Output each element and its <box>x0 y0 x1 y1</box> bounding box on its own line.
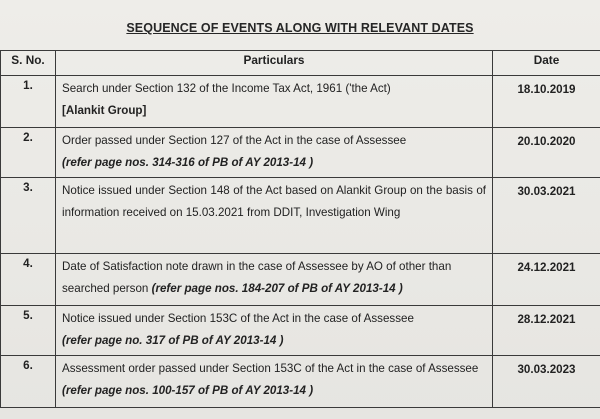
row-sno: 6. <box>1 356 56 408</box>
row-date-value: 24.12.2021 <box>517 261 576 274</box>
row-reference: (refer page no. 317 of PB of AY 2013-14 ) <box>62 334 284 347</box>
row-date <box>493 128 600 178</box>
row-particulars <box>56 254 493 306</box>
row-text: Order passed under Section 127 of the Act in the case of Assessee <box>62 134 407 147</box>
row-date-value: 30.03.2021 <box>517 185 576 198</box>
row-date-value: 20.10.2020 <box>517 135 576 148</box>
row-sno: 3. <box>1 178 56 254</box>
row-sno: 1. <box>1 76 56 128</box>
row-reference: (refer page nos. 314-316 of PB of AY 2013-14 ) <box>62 156 314 169</box>
row-date-value: 18.10.2019 <box>517 83 576 96</box>
document-heading <box>0 21 600 35</box>
row-date <box>493 356 600 408</box>
row-text: Date of Satisfaction note drawn in the case of Assessee by AO of other than searched person <box>62 260 452 295</box>
table-row <box>1 254 600 306</box>
row-sno: 2. <box>1 128 56 178</box>
row-particulars <box>56 178 493 254</box>
row-reference: (refer page nos. 184-207 of PB of AY 2013-14 ) <box>151 282 403 295</box>
events-table <box>0 50 600 408</box>
table-row <box>1 306 600 356</box>
row-date <box>493 306 600 356</box>
row-text: Assessment order passed under Section 153C of the Act in the case of Assessee <box>62 362 479 375</box>
row-particulars <box>56 356 493 408</box>
row-particulars <box>56 306 493 356</box>
row-date-value: 28.12.2021 <box>517 313 576 326</box>
row-text: Notice issued under Section 148 of the Act based on Alankit Group on the basis of information received on 15.03.2021 from DDIT, Investigation Wing <box>62 184 486 219</box>
row-text: Notice issued under Section 153C of the Act in the case of Assessee <box>62 312 414 325</box>
row-reference: (refer page nos. 100-157 of PB of AY 2013-14 ) <box>62 384 314 397</box>
row-text: Search under Section 132 of the Income Tax Act, 1961 ('the Act) <box>62 82 391 95</box>
row-date-value: 30.03.2023 <box>517 363 576 376</box>
header-sno: S. No. <box>1 51 56 76</box>
table-row <box>1 356 600 408</box>
table-header-row <box>1 51 600 76</box>
table-row <box>1 128 600 178</box>
row-particulars <box>56 128 493 178</box>
row-sno: 5. <box>1 306 56 356</box>
row-date <box>493 178 600 254</box>
header-particulars: Particulars <box>56 51 493 76</box>
row-sno: 4. <box>1 254 56 306</box>
row-particulars <box>56 76 493 128</box>
row-date <box>493 76 600 128</box>
table-row <box>1 178 600 254</box>
row-date <box>493 254 600 306</box>
row-reference: [Alankit Group] <box>62 104 147 117</box>
heading-text: SEQUENCE OF EVENTS ALONG WITH RELEVANT DATES <box>126 21 474 35</box>
table-row <box>1 76 600 128</box>
header-date: Date <box>493 51 600 76</box>
